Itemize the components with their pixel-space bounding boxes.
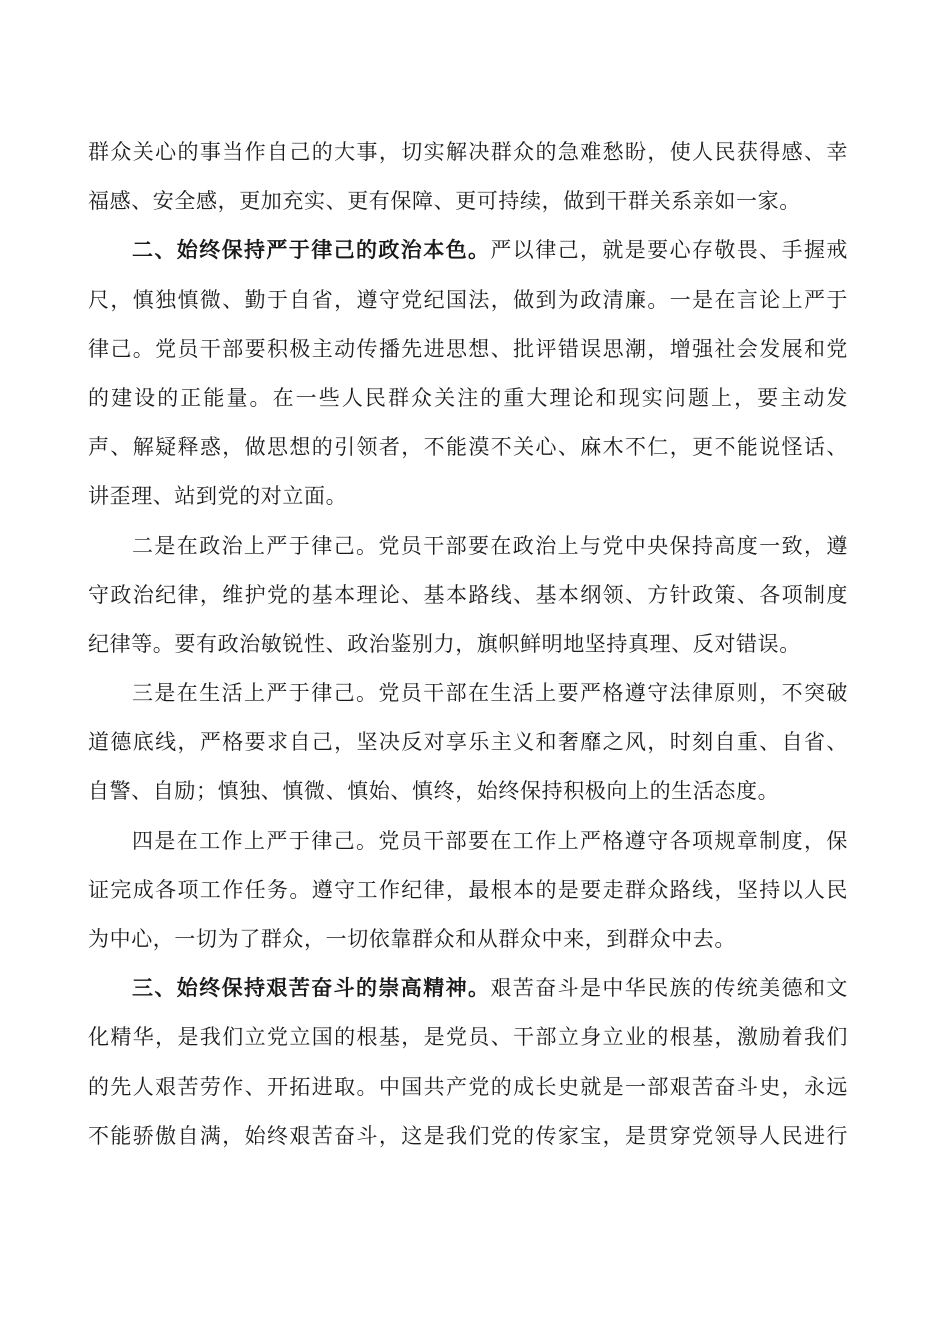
paragraph [88,817,848,965]
text-line: 守政治纪律，维护党的基本理论、基本路线、基本纲领、方针政策、各项制度 [88,582,848,607]
text-line: 化精华，是我们立党立国的根基，是党员、干部立身立业的根基，激励着我们 [88,1025,848,1050]
text-line: 声、解疑释惑，做思想的引领者，不能漠不关心、麻木不仁，更不能说怪话、 [88,435,848,460]
text-line: 证完成各项工作任务。遵守工作纪律，最根本的是要走群众路线，坚持以人民 [88,877,848,902]
document-body [88,128,848,1161]
text-span: 严以律己，就是要心存敬畏、手握戒 [490,238,848,263]
text-line [88,226,848,275]
text-line: 四是在工作上严于律己。党员干部要在工作上严格遵守各项规章制度，保 [132,828,848,853]
text-line: 尺，慎独慎微、勤于自省，遵守党纪国法，做到为政清廉。一是在言论上严于 [88,287,848,312]
text-line: 讲歪理、站到党的对立面。 [88,484,348,509]
section-heading: 二、始终保持严于律己的政治本色。 [132,238,491,263]
text-span: 艰苦奋斗是中华民族的传统美德和文 [490,976,848,1001]
text-line: 律己。党员干部要积极主动传播先进思想、批评错误思潮，增强社会发展和党 [88,336,848,361]
paragraph [88,669,848,817]
text-line: 二是在政治上严于律己。党员干部要在政治上与党中央保持高度一致，遵 [132,533,848,558]
paragraph [88,964,848,1161]
paragraph [88,128,848,226]
text-line: 不能骄傲自满，始终艰苦奋斗，这是我们党的传家宝，是贯穿党领导人民进行 [88,1123,848,1148]
text-line: 的先人艰苦劳作、开拓进取。中国共产党的成长史就是一部艰苦奋斗史，永远 [88,1074,848,1099]
paragraph [88,226,848,521]
text-line: 福感、安全感，更加充实、更有保障、更可持续，做到干群关系亲如一家。 [88,189,801,214]
text-line: 道德底线，严格要求自己，坚决反对享乐主义和奢靡之风，时刻自重、自省、 [88,730,848,755]
text-line [88,964,848,1013]
text-line: 的建设的正能量。在一些人民群众关注的重大理论和现实问题上，要主动发 [88,385,848,410]
section-heading: 三、始终保持艰苦奋斗的崇高精神。 [132,976,491,1001]
text-line: 为中心，一切为了群众，一切依靠群众和从群众中来，到群众中去。 [88,927,736,951]
text-line: 自警、自励；慎独、慎微、慎始、慎终，始终保持积极向上的生活态度。 [88,779,780,804]
paragraph [88,522,848,670]
text-line: 群众关心的事当作自己的大事，切实解决群众的急难愁盼，使人民获得感、幸 [88,140,848,164]
text-line: 纪律等。要有政治敏锐性、政治鉴别力，旗帜鲜明地坚持真理、反对错误。 [88,631,801,656]
text-line: 三是在生活上严于律己。党员干部在生活上要严格遵守法律原则，不突破 [132,681,848,706]
